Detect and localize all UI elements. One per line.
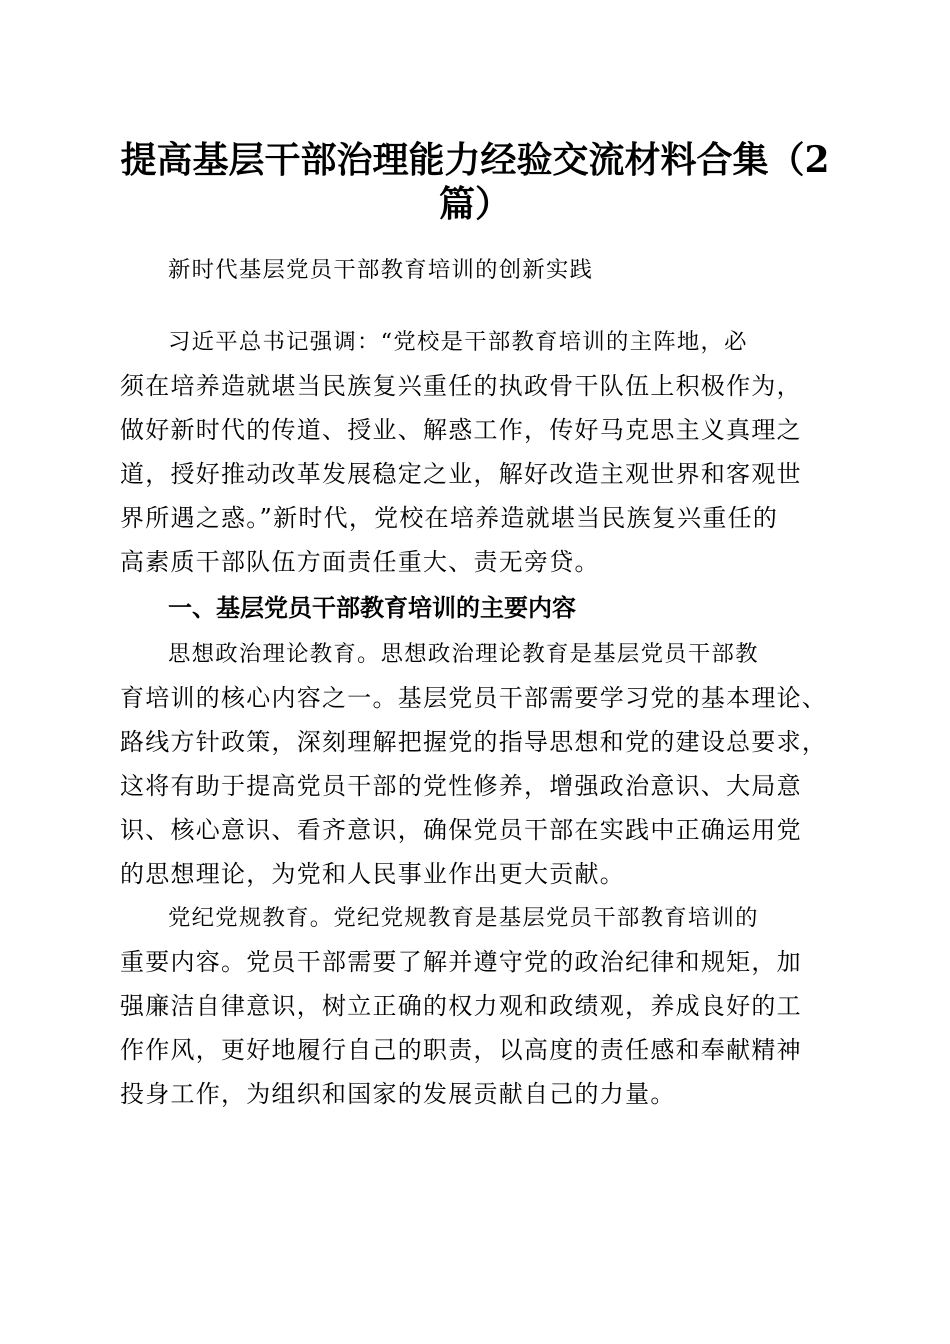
paragraph-line: 习近平总书记强调：“党校是干部教育培训的主阵地，必 <box>168 329 748 355</box>
paragraph-line: 党纪党规教育。党纪党规教育是基层党员干部教育培训的 <box>168 905 759 931</box>
paragraph-line: 作作风，更好地履行自己的职责，以高度的责任感和奉献精神 <box>120 1036 802 1064</box>
document-title-line-2: 篇） <box>438 183 511 225</box>
paragraph-line: 思想政治理论教育。思想政治理论教育是基层党员干部教 <box>168 641 759 667</box>
paragraph-line: 界所遇之惑。”新时代，党校在培养造就堪当民族复兴重任的 <box>120 504 779 532</box>
paragraph-line: 路线方针政策，深刻理解把握党的指导思想和党的建设总要求， <box>120 728 828 756</box>
document-subtitle: 新时代基层党员干部教育培训的创新实践 <box>168 257 594 283</box>
paragraph-line: 重要内容。党员干部需要了解并遵守党的政治纪律和规矩，加 <box>120 948 802 976</box>
document-title-line-1: 提高基层干部治理能力经验交流材料合集（2 <box>120 139 830 181</box>
paragraph-line: 识、核心意识、看齐意识，确保党员干部在实践中正确运用党 <box>120 816 802 844</box>
paragraph-line: 道，授好推动改革发展稳定之业，解好改造主观世界和客观世 <box>120 460 802 488</box>
paragraph-line: 强廉洁自律意识，树立正确的权力观和政绩观，养成良好的工 <box>120 992 802 1020</box>
paragraph-line: 这将有助于提高党员干部的党性修养，增强政治意识、大局意 <box>120 772 802 800</box>
paragraph-line: 高素质干部队伍方面责任重大、责无旁贷。 <box>120 548 600 576</box>
paragraph-line: 的思想理论，为党和人民事业作出更大贡献。 <box>120 860 626 888</box>
paragraph-line: 做好新时代的传道、授业、解惑工作，传好马克思主义真理之 <box>120 416 802 444</box>
section-heading: 一、基层党员干部教育培训的主要内容 <box>168 594 576 622</box>
paragraph-line: 育培训的核心内容之一。基层党员干部需要学习党的基本理论、 <box>120 684 828 712</box>
paragraph-line: 投身工作，为组织和国家的发展贡献自己的力量。 <box>120 1080 676 1108</box>
paragraph-line: 须在培养造就堪当民族复兴重任的执政骨干队伍上积极作为， <box>120 372 802 400</box>
